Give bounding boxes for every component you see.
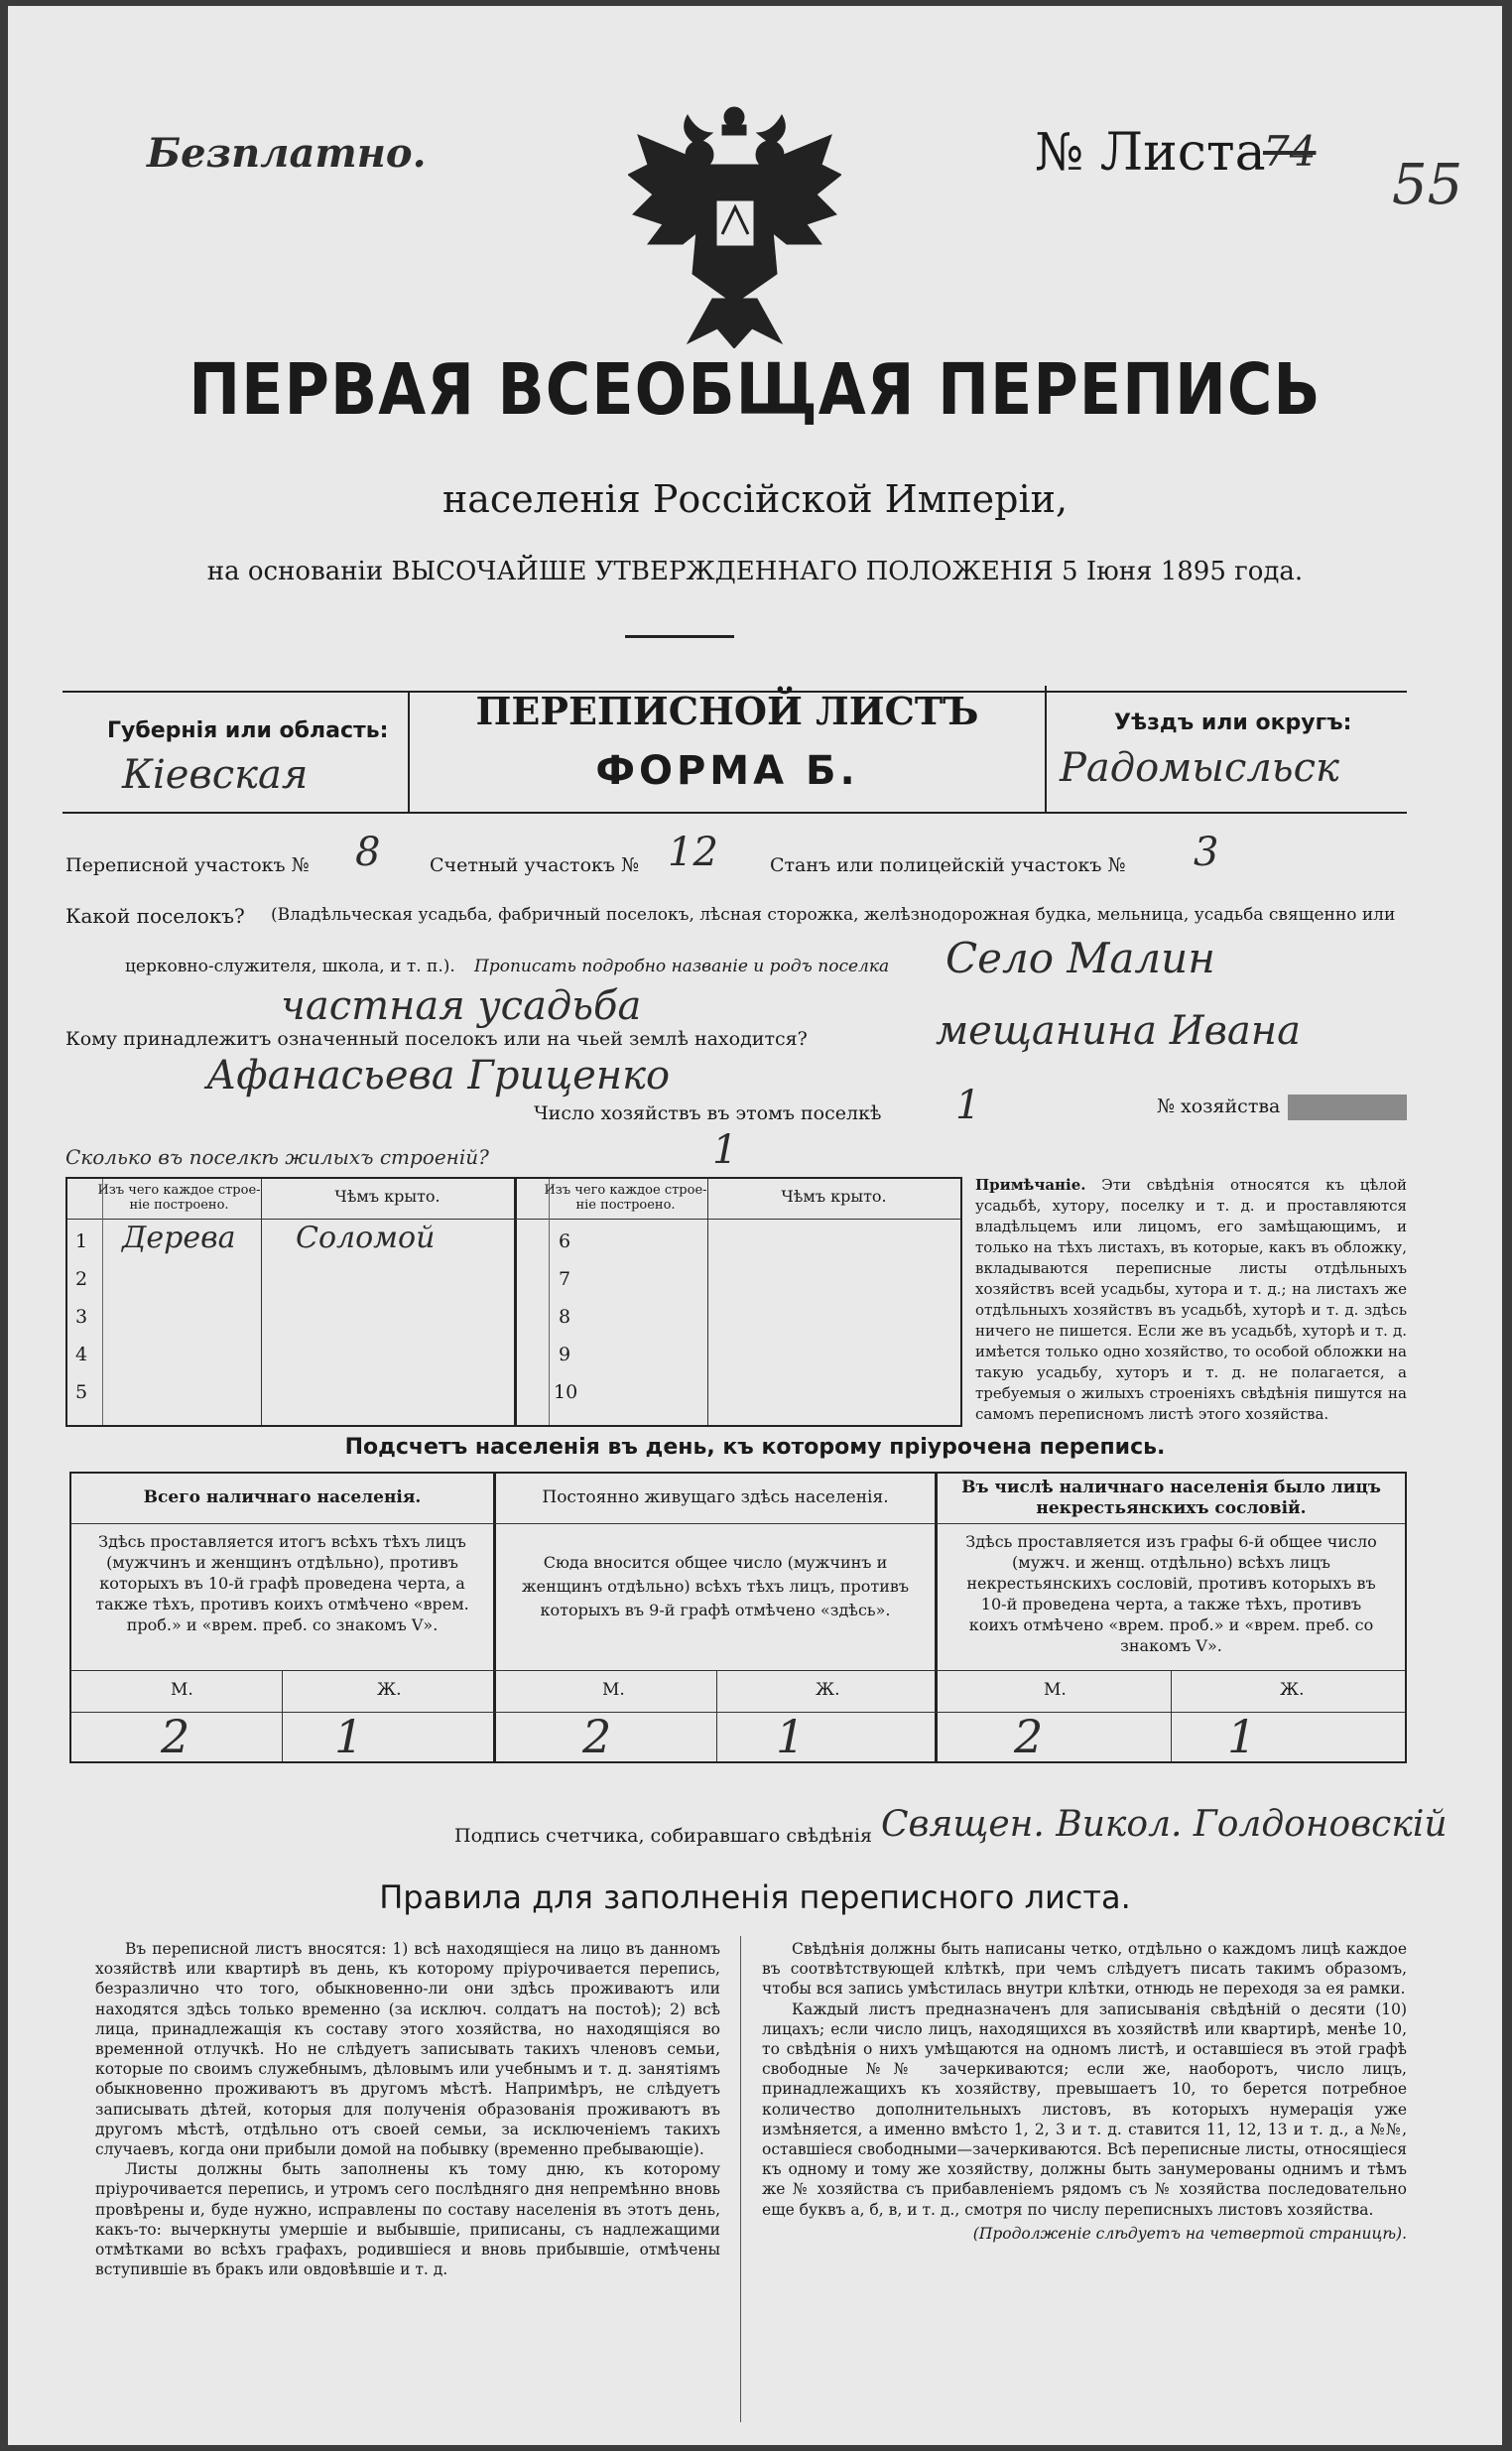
note-title: Примѣчаніе. xyxy=(975,1176,1086,1194)
col-material-header: Изъ чего каждое строе-ніе построено. xyxy=(544,1183,707,1213)
col-material-header: Изъ чего каждое строе-ніе построено. xyxy=(97,1183,261,1213)
form-type: ФОРМА Б. xyxy=(595,748,859,794)
male-label: М. xyxy=(1044,1680,1067,1700)
tally-desc-permanent: Сюда вносится общее число (мужчинъ и женщинъ отдѣльно) всѣхъ тѣхъ лицъ, противъ которыхъ въ 9-й графѣ отмѣчено «здѣсь». xyxy=(521,1553,910,1619)
stan-label: Станъ или полицейскій участокъ № xyxy=(770,854,1126,876)
male-label: М. xyxy=(171,1680,193,1700)
free-label: Безплатно. xyxy=(147,130,427,177)
tally-head-nonpeasant: Въ числѣ наличнаго населенія было лицъ некрестьянскихъ сословій. xyxy=(961,1478,1381,1518)
female-label: Ж. xyxy=(377,1680,402,1700)
count-area-label: Счетный участокъ № xyxy=(430,854,639,876)
buildings-table xyxy=(65,1177,962,1427)
tally-head-total: Всего наличнаго населенія. xyxy=(143,1487,422,1507)
divider xyxy=(625,635,734,638)
female-label: Ж. xyxy=(816,1680,840,1700)
buildings-label: Сколько въ поселкѣ жилыхъ строеній? xyxy=(65,1145,489,1169)
row-number: 6 xyxy=(559,1230,571,1252)
rules-continued: (Продолженіе слѣдуетъ на четвертой страницѣ). xyxy=(972,2224,1407,2243)
female-nonpeasant-value: 1 xyxy=(1227,1710,1257,1763)
households-label: Число хозяйствъ въ этомъ поселкѣ xyxy=(534,1102,882,1124)
owner-value-2: Афанасьева Гриценко xyxy=(206,1053,671,1098)
owner-label: Кому принадлежитъ означенный поселокъ или на чьей землѣ находится? xyxy=(65,1028,808,1050)
gubernia-label: Губернія или область: xyxy=(107,718,389,743)
note-block xyxy=(975,1175,1407,1425)
male-permanent-value: 2 xyxy=(582,1710,612,1763)
tally-title: Подсчетъ населенія въ день, къ которому пріурочена перепись. xyxy=(344,1435,1166,1460)
row-number: 1 xyxy=(75,1230,88,1252)
settlement-label: Какой поселокъ? xyxy=(65,904,245,928)
settlement-value-2: частная усадьба xyxy=(281,983,642,1029)
settlement-hint-3: Прописать подробно названіе и родъ поселка xyxy=(474,957,890,976)
building-material: Дерева xyxy=(122,1221,236,1255)
settlement-value-1: Село Малин xyxy=(945,934,1215,982)
rules-left-p1: Въ переписной листъ вносятся: 1) всѣ находящіеся на лицо въ данномъ хозяйствѣ или квартирѣ въ день, къ которому пріурочивается перепись, безразлично что того, обыкновенно-ли они здѣсь проживаютъ или находятся здѣсь только временно (за исключ. солдатъ на постоѣ); 2) всѣ лица, принадлежащія къ составу этого хозяйства, но находящіяся во временной отлучкѣ. Но не слѣдуетъ записывать такихъ членовъ семьи, которые по своимъ служебнымъ, дѣловымъ или учебнымъ и т. д. занятіямъ обыкновенно проживаютъ въ другомъ мѣстѣ. Напримѣръ, не слѣдуетъ записывать дѣтей, которыя для полученія образованія проживаютъ въ другомъ мѣстѣ, отдѣльно отъ своей семьи, за исключеніемъ такихъ случаевъ, когда они прибыли домой на побывку (временно пребывающіе). xyxy=(95,1940,720,2159)
household-no-label: № хозяйства xyxy=(1157,1096,1281,1117)
sheet-no-label: № Листа xyxy=(1035,123,1266,183)
households-value: 1 xyxy=(955,1083,981,1128)
settlement-hint-1: (Владѣльческая усадьба, фабричный поселокъ, лѣсная сторожка, желѣзнодорожная будка, мельница, усадьба священно или xyxy=(271,905,1396,925)
note-text: Эти свѣдѣнія относятся къ цѣлой усадьбѣ, хутору, поселку и т. д. и проставляются владѣльцемъ или лицомъ, его замѣщающимъ, и только на тѣхъ листахъ, въ которые, какъ въ обложку, вкладываются переписные листы отдѣльныхъ хозяйствъ всей усадьбы, хутора и т. д.; на листахъ же отдѣльныхъ хозяйствъ въ усадьбѣ, хуторѣ и т. д. здѣсь ничего не пишется. Если же въ усадьбѣ, хуторѣ и т. д. имѣется только одно хозяйство, то особой обложки на такую усадьбу, хуторъ и т. д. не полагается, а требуемыя о жилыхъ строеніяхъ свѣдѣнія пишутся на самомъ переписномъ листѣ этого хозяйства. xyxy=(975,1176,1407,1423)
tally-desc-nonpeasant: Здѣсь проставляется изъ графы 6-й общее число (мужч. и женщ. отдѣльно) всѣхъ лицъ некрестьянскихъ сословій, противъ которыхъ въ 10-й проведена черта, а также тѣхъ, противъ коихъ отмѣчено «врем. проб.» и «врем. преб. со знакомъ V». xyxy=(965,1532,1377,1655)
count-area-value: 12 xyxy=(668,830,718,875)
col-roof-header: Чѣмъ крыто. xyxy=(781,1187,887,1206)
uezd-label: Уѣздъ или округъ: xyxy=(1114,710,1352,735)
row-number: 10 xyxy=(554,1381,578,1403)
building-roof: Соломой xyxy=(296,1221,436,1255)
signature-value: Священ. Викол. Голдоновскій xyxy=(881,1804,1448,1845)
uezd-value: Радомысльск xyxy=(1060,745,1339,791)
male-nonpeasant-value: 2 xyxy=(1014,1710,1044,1763)
form-bottom-rule xyxy=(63,812,1407,814)
tally-desc-total: Здѣсь проставляется итогъ всѣхъ тѣхъ лицъ (мужчинъ и женщинъ отдѣльно), противъ которыхъ въ 10-й графѣ проведена черта, а также тѣхъ, противъ коихъ отмѣчено «врем. проб.» и «врем. преб. со знакомъ V». xyxy=(95,1532,469,1634)
rules-title: Правила для заполненія переписного листа. xyxy=(379,1878,1131,1916)
rules-left-p2: Листы должны быть заполнены къ тому дню, къ которому пріурочивается перепись, и утромъ сего послѣдняго дня непремѣнно вновь провѣрены и, буде нужно, исправлены по составу населенія въ этотъ день, какъ-то: вычеркнуты умершіе и выбывшіе, приписаны, съ надлежащими отмѣтками во всѣхъ графахъ, родившіеся и вновь прибывшіе, отмѣчены вступившіе въ бракъ или овдовѣвшіе и т. д. xyxy=(95,2160,720,2279)
tally-table xyxy=(69,1472,1407,1763)
buildings-value: 1 xyxy=(712,1127,738,1173)
row-number: 9 xyxy=(559,1344,571,1365)
page-subtitle: населенія Россійской Имперіи, xyxy=(441,477,1069,521)
census-area-value: 8 xyxy=(355,830,381,875)
row-number: 5 xyxy=(75,1381,88,1403)
rules-right-column xyxy=(762,1939,1407,2244)
census-area-label: Переписной участокъ № xyxy=(65,854,310,876)
row-number: 7 xyxy=(559,1268,571,1290)
female-total-value: 1 xyxy=(334,1710,364,1763)
owner-value-1: мещанина Ивана xyxy=(936,1008,1301,1054)
tally-head-permanent: Постоянно живущаго здѣсь населенія. xyxy=(542,1487,889,1507)
col-roof-header: Чѣмъ крыто. xyxy=(334,1187,441,1206)
column-divider xyxy=(740,1936,741,2422)
male-total-value: 2 xyxy=(161,1710,190,1763)
page-title: ПЕРВАЯ ВСЕОБЩАЯ ПЕРЕПИСЬ xyxy=(189,347,1322,432)
settlement-hint-2: церковно-служителя, школа, и т. п.). xyxy=(125,957,455,976)
row-number: 8 xyxy=(559,1306,571,1328)
corner-page-number: 55 xyxy=(1392,153,1463,217)
form-name: ПЕРЕПИСНОЙ ЛИСТЪ xyxy=(475,689,979,733)
stan-value: 3 xyxy=(1194,830,1219,875)
double-headed-eagle-icon xyxy=(628,105,841,348)
male-label: М. xyxy=(602,1680,625,1700)
row-number: 2 xyxy=(75,1268,88,1290)
gubernia-value: Кіевская xyxy=(122,752,309,798)
female-label: Ж. xyxy=(1280,1680,1305,1700)
rules-right-p2: Каждый листъ предназначенъ для записыванія свѣдѣній о десяти (10) лицахъ; если число лицъ, находящихся въ хозяйствѣ или квартирѣ, менѣе 10, то свѣдѣнія о нихъ умѣщаются на одномъ листѣ, и оставшіеся въ этой графѣ свободные №№ зачеркиваются; если же, наоборотъ, число лицъ, принадлежащихъ къ хозяйству, превышаетъ 10, то берется потребное количество дополнительныхъ листовъ, въ которыхъ нумерація уже измѣняется, а именно вмѣсто 1, 2, 3 и т. д. ставится 11, 12, 13 и т. д., а №№, оставшіеся свободными—зачеркиваются. Всѣ переписные листы, относящіеся къ одному и тому же хозяйству, должны быть занумерованы однимъ и тѣмъ же № хозяйства съ прибавленіемъ рядомъ съ № хозяйства последовательно еще буквъ а, б, в, и т. д., смотря по числу переписныхъ листовъ хозяйства. xyxy=(762,2000,1407,2219)
legal-basis: на основаніи ВЫСОЧАЙШЕ УТВЕРЖДЕННАГО ПОЛОЖЕНІЯ 5 Іюня 1895 года. xyxy=(206,557,1304,586)
row-number: 3 xyxy=(75,1306,88,1328)
census-sheet xyxy=(8,6,1502,2445)
sheet-no-value: 74 xyxy=(1263,127,1317,176)
row-number: 4 xyxy=(75,1344,88,1365)
female-permanent-value: 1 xyxy=(776,1710,806,1763)
rules-right-p1: Свѣдѣнія должны быть написаны четко, отдѣльно о каждомъ лицѣ каждое въ соотвѣтствующей клѣткѣ, при чемъ слѣдуетъ писать такимъ образомъ, чтобы вся запись умѣстилась внутри клѣтки, отнюдь не переходя за ея рамки. xyxy=(762,1940,1407,1999)
signature-label: Подпись счетчика, собиравшаго свѣдѣнія xyxy=(454,1825,872,1847)
household-no-box xyxy=(1288,1095,1407,1120)
uezd-box-edge xyxy=(1045,686,1047,812)
rules-left-column xyxy=(95,1939,720,2279)
